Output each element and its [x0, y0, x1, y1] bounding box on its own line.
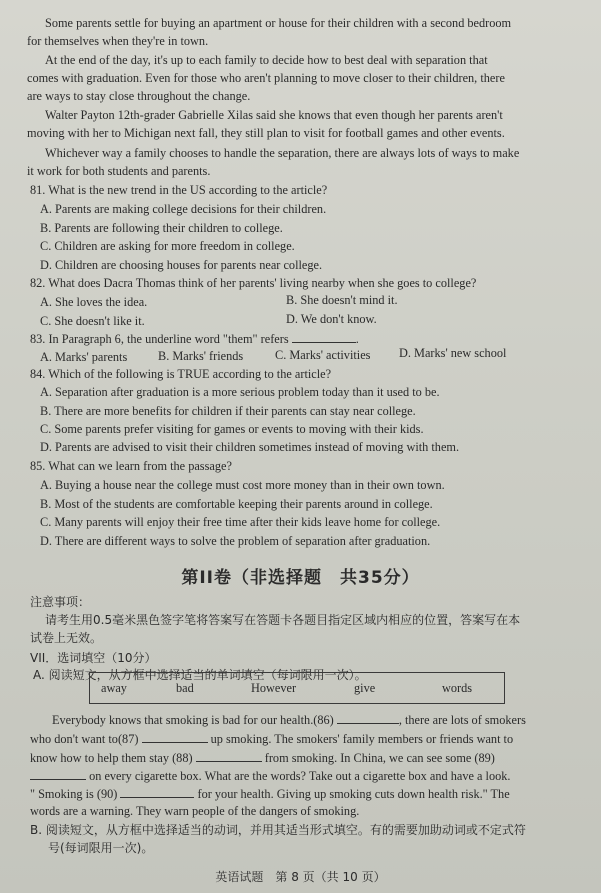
part-b-instruction: B. 阅读短文，从方框中选择适当的动词，并用其适当形式填空。有的需要加助动词或不定式符: [30, 823, 526, 837]
cloze-line: [30, 767, 510, 784]
question-82-stem: 82. What does Dacra Thomas think of her parents' living nearby when she goes to college?: [30, 276, 477, 290]
passage-line: Walter Payton 12th-grader Gabrielle Xilas said she knows that even though her parents aren't: [45, 108, 503, 122]
blank-90: [120, 785, 194, 798]
cloze-text: know how to help them stay (88): [30, 751, 196, 765]
cloze-line: [30, 730, 513, 747]
passage-line: for themselves when they're in town.: [27, 34, 209, 48]
question-83-option-b: B. Marks' friends: [158, 349, 244, 363]
notice-text-continued: 试卷上无效。: [30, 631, 103, 645]
question-82-option-d: D. We don't know.: [286, 312, 377, 326]
passage-line: moving with her to Michigan next fall, they still plan to visit for football games and other events.: [27, 126, 505, 140]
question-83-stem-text: 83. In Paragraph 6, the underline word "them" refers: [30, 332, 289, 346]
blank-89: [30, 767, 86, 780]
cloze-text: , there are lots of smokers: [398, 713, 526, 727]
cloze-text: Everybody knows that smoking is bad for our health.(86): [52, 713, 337, 727]
word-box-item: words: [442, 681, 473, 695]
page-footer: 英语试题 第 8 页（共 10 页）: [215, 870, 386, 884]
question-84-option-c: C. Some parents prefer visiting for games or events to moving with their kids.: [40, 422, 424, 436]
question-81-option-d: D. Children are choosing houses for parents near college.: [40, 258, 323, 272]
cloze-line: [30, 749, 495, 766]
cloze-text: who don't want to(87): [30, 732, 142, 746]
answer-blank: [292, 330, 356, 343]
question-83-option-d: D. Marks' new school: [399, 346, 507, 360]
passage-line: At the end of the day, it's up to each family to decide how to best deal with separation that: [45, 53, 488, 67]
cloze-text: from smoking. In China, we can see some (89): [261, 751, 495, 765]
part-a-instruction: A. 阅读短文，从方框中选择适当的单词填空（每词限用一次）。: [33, 668, 367, 682]
question-84-option-d: D. Parents are advised to visit their children sometimes instead of moving with them.: [40, 440, 460, 454]
cloze-text: " Smoking is (90): [30, 787, 121, 801]
question-84-stem: 84. Which of the following is TRUE according to the article?: [30, 367, 332, 381]
section-title: 第II卷（非选择题 共35分）: [181, 568, 420, 588]
question-83-stem: 83. In Paragraph 6, the underline word "them" refers .: [30, 332, 359, 346]
question-83-option-c: C. Marks' activities: [275, 348, 371, 362]
question-81-option-c: C. Children are asking for more freedom in college.: [40, 239, 295, 253]
cloze-line: [30, 785, 510, 802]
question-82-option-a: A. She loves the idea.: [40, 295, 148, 309]
passage-line: it work for both students and parents.: [27, 164, 211, 178]
word-box: [89, 672, 505, 704]
blank-88: [196, 749, 262, 762]
notice-label: 注意事项：: [30, 595, 91, 609]
question-85-option-a: A. Buying a house near the college must cost more money than in their own town.: [40, 478, 445, 492]
question-81-option-b: B. Parents are following their children to college.: [40, 221, 283, 235]
blank-86: [337, 711, 399, 724]
notice-text: 请考生用0.5毫米黑色签字笔将答案写在答题卡各题目指定区域内相应的位置，答案写在本: [45, 613, 521, 627]
word-box-item: give: [354, 681, 376, 695]
cloze-text: for your health. Giving up smoking cuts down health risk." The: [194, 787, 510, 801]
passage-line: Whichever way a family chooses to handle the separation, there are always lots of ways to make: [45, 146, 520, 160]
part-b-instruction-continued: 号(每词限用一次)。: [48, 841, 154, 855]
word-box-item: bad: [176, 681, 194, 695]
passage-line: Some parents settle for buying an apartment or house for their children with a second bedroom: [45, 16, 512, 30]
passage-line: are ways to stay close throughout the change.: [27, 89, 251, 103]
question-85-stem: 85. What can we learn from the passage?: [30, 459, 232, 473]
blank-87: [142, 730, 208, 743]
word-box-item: However: [251, 681, 297, 695]
question-84-option-a: A. Separation after graduation is a more serious problem today than it used to be.: [40, 385, 440, 399]
cloze-line: words are a warning. They warn people of the dangers of smoking.: [30, 804, 360, 818]
question-81-option-a: A. Parents are making college decisions for their children.: [40, 202, 327, 216]
question-82-option-b: B. She doesn't mind it.: [286, 293, 398, 307]
question-85-option-d: D. There are different ways to solve the problem of separation after graduation.: [40, 534, 431, 548]
question-85-option-c: C. Many parents will enjoy their free time after their kids leave home for college.: [40, 515, 441, 529]
part7-heading: VII．选词填空（10分）: [30, 651, 157, 665]
passage-line: comes with graduation. Even for those who aren't planning to move closer to their children, there: [27, 71, 505, 85]
question-84-option-b: B. There are more benefits for children if their parents can stay near college.: [40, 404, 416, 418]
question-83-option-a: A. Marks' parents: [40, 350, 128, 364]
question-82-option-c: C. She doesn't like it.: [40, 314, 145, 328]
cloze-text: on every cigarette box. What are the words? Take out a cigarette box and have a look.: [86, 769, 511, 783]
question-81-stem: 81. What is the new trend in the US according to the article?: [30, 183, 328, 197]
word-box-item: away: [101, 681, 127, 695]
question-85-option-b: B. Most of the students are comfortable keeping their parents around in college.: [40, 497, 433, 511]
cloze-line: [52, 711, 526, 728]
cloze-text: up smoking. The smokers' family members or friends want to: [207, 732, 514, 746]
